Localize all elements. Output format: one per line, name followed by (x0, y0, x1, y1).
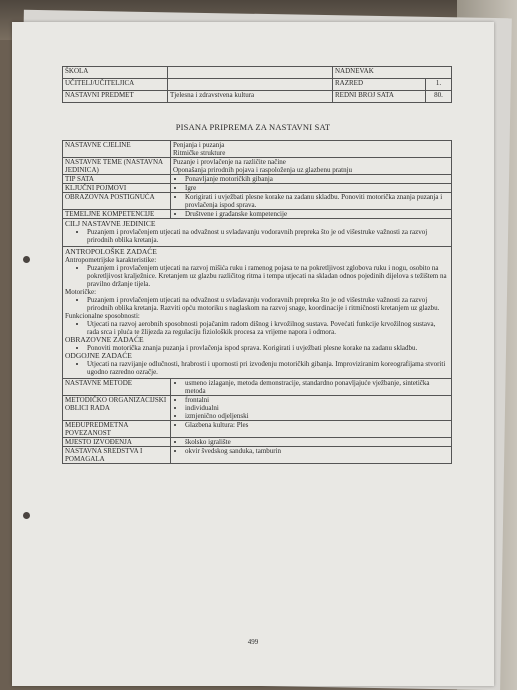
cjeline-label: NASTAVNE CJELINE (63, 141, 171, 158)
oblici-rada-label: METODIČKO ORGANIZACIJSKI OBLICI RADA (63, 396, 171, 421)
temeljne-kompetencije-item: • Društvene i građanske kompetencije (185, 210, 449, 218)
razred-label: RAZRED (333, 79, 426, 91)
teme-value (171, 158, 452, 175)
temeljne-kompetencije-label: TEMELJNE KOMPETENCIJE (63, 210, 171, 219)
cjeline-value (171, 141, 452, 158)
page-number: 499 (247, 638, 259, 646)
medupredmetna-label: MEĐUPREDMETNA POVEZANOST (63, 421, 171, 438)
cilj-item: • Puzanjem i provlačenjem utjecati na odvažnost u svladavanju vodoravnih prepreka što je od višestruke važnosti za razvoj prirodnih oblika kretanja. (87, 228, 449, 244)
sredstva-item: • okvir švedskog sanduka, tamburin (185, 447, 449, 455)
tip-sata-label: TIP SATA (63, 175, 171, 184)
obrazovne-zadace-heading: OBRAZOVNE ZADAĆE (65, 335, 144, 344)
antropoloske-zadace-block (63, 247, 452, 379)
razred-value: 1. (426, 79, 452, 91)
obrazovna-postignuca-item: • Korigirati i uvježbati plesne korake na zadanu skladbu. Ponoviti motorička znanja puzanja i provlačenja ispod sprava. (185, 193, 449, 209)
lesson-plan-table (62, 140, 452, 464)
cilj-heading: CILJ NASTAVNE JEDINICE (65, 219, 156, 228)
antropoloske-heading: ANTROPOLOŠKE ZADAĆE (65, 247, 157, 256)
document-page (12, 22, 494, 686)
antropometrijske-item: • Puzanjem i provlačenjem utjecati na razvoj mišića ruku i ramenog pojasa te na pokretljivost zglobova ruku i nogu, osobito na pokretljivost kralježnice. Kretanjem uz glazbu različitog ritma i tempa utjecati na skladan odnos pojedinih dijelova s težištem na pravilno držanje tijela. (87, 264, 449, 288)
obrazovna-postignuca-label: OBRAZOVNA POSTIGNUĆA (63, 193, 171, 210)
motoricke-item: • Puzanjem i provlačenjem utjecati na odvažnost u svladavanju vodoravnih prepreka što je od višestruke važnosti za razvoj prirodnih oblika kretanja. Razviti opću motoriku s naglaskom na razvoj snage, koordinacije i ritmičnosti kretanjem uz glazbu. (87, 296, 449, 312)
pojmovi-item: • Igre (185, 184, 449, 192)
header-table (62, 66, 452, 103)
sredstva-label: NASTAVNA SREDSTVA I POMAGALA (63, 447, 171, 464)
teme-line: Puzanje i provlačenje na različite načine (173, 158, 286, 166)
cjeline-line: Ritmičke strukture (173, 149, 226, 157)
teme-label: NASTAVNE TEME (NASTAVNA JEDINICA) (63, 158, 171, 175)
antropometrijske-subheading: Antropometrijske karakteristike: (65, 256, 157, 264)
predmet-label: NASTAVNI PREDMET (63, 91, 168, 103)
ucitelj-value (168, 79, 333, 91)
cjeline-line: Penjanja i puzanja (173, 141, 225, 149)
metode-item: • usmeno izlaganje, metoda demonstracije, standardno ponavljajuće vježbanje, sintetička metoda (185, 379, 449, 395)
odgojne-zadace-heading: ODGOJNE ZADAĆE (65, 351, 132, 360)
tip-sata-item: • Ponavljanje motoričkih gibanja (185, 175, 449, 183)
pojmovi-label: KLJUČNI POJMOVI (63, 184, 171, 193)
mjesto-item: • školsko igralište (185, 438, 449, 446)
oblici-rada-item: • izmjenično odjeljenski (185, 412, 449, 420)
redni-broj-label: REDNI BROJ SATA (333, 91, 426, 103)
motoricke-subheading: Motoričke: (65, 288, 97, 296)
funkcionalne-item: • Utjecati na razvoj aerobnih sposobnosti pojačanim radom dišnog i krvožilnog sustava. Povećati funkcije krvožilnog sustava, rada srca i pluća te žlijezda za regulaciju fiziološkik procesa za vrijeme napora i odmora. (87, 320, 449, 336)
predmet-value: Tjelesna i zdravstvena kultura (168, 91, 333, 103)
odgojne-zadace-item: • Utjecati na razvijanje odlučnosti, hrabrosti i upornosti pri izvođenju motoričkih gibanja. Improviziranim koreografijama stvoriti ugodno razredno ozračje. (87, 360, 449, 376)
metode-label: NASTAVNE METODE (63, 379, 171, 396)
mjesto-label: MJESTO IZVOĐENJA (63, 438, 171, 447)
medupredmetna-item: • Glazbena kultura: Ples (185, 421, 449, 429)
skola-label: ŠKOLA (63, 67, 168, 79)
cilj-block (63, 219, 452, 247)
punch-hole-bottom (23, 512, 30, 519)
funkcionalne-subheading: Funkcionalne sposobnosti: (65, 312, 140, 320)
document-title: PISANA PRIPREMA ZA NASTAVNI SAT (175, 122, 331, 132)
redni-broj-value: 80. (426, 91, 452, 103)
oblici-rada-item: • individualni (185, 404, 449, 412)
nadnevak-label: NADNEVAK (333, 67, 452, 79)
obrazovne-zadace-item: • Ponoviti motorička znanja puzanja i provlačenja ispod sprava. Korigirati i uvježbati plesne korake na zadanu skladbu. (87, 344, 449, 352)
punch-hole-top (23, 256, 30, 263)
teme-line: Oponašanja prirodnih pojava i raspoloženja uz glazbenu pratnju (173, 166, 353, 174)
ucitelj-label: UČITELJ/UČITELJICA (63, 79, 168, 91)
oblici-rada-item: • frontalni (185, 396, 449, 404)
skola-value (168, 67, 333, 79)
